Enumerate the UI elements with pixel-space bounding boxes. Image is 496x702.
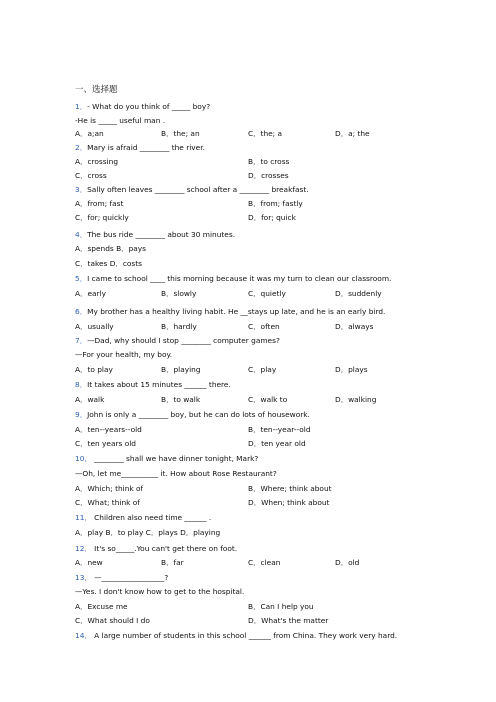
answer-option: B．to cross — [248, 157, 290, 166]
question-stem — [75, 273, 391, 285]
question-stem — [75, 184, 309, 196]
answer-option: B．playing — [161, 365, 201, 374]
answer-option: —For your health, my boy. — [75, 350, 173, 359]
answer-option: A．new — [75, 558, 103, 567]
answer-option: D．walking — [335, 395, 377, 404]
answer-option: A．usually — [75, 322, 114, 331]
question-number: 6． — [75, 307, 88, 316]
answer-option: C．often — [248, 322, 280, 331]
answer-option: C．the; a — [248, 129, 283, 138]
question-stem — [75, 306, 385, 318]
question-text: The bus ride ________ about 30 minutes. — [87, 230, 236, 239]
question-text: ________ shall we have dinner tonight, Mark? — [91, 454, 259, 463]
answer-option: C．What; think of — [75, 498, 140, 507]
question-number: 5． — [75, 274, 88, 283]
answer-option: A．play B．to play C．plays D．playing — [75, 528, 221, 537]
question-text: I came to school ____ this morning because it was my turn to clean our classroom. — [87, 274, 392, 283]
answer-option: D．a; the — [335, 129, 370, 138]
answer-option: A．ten--years--old — [75, 425, 142, 434]
question-number: 1． — [75, 102, 88, 111]
answer-option: B．Where; think about — [248, 484, 332, 493]
answer-option: C．play — [248, 365, 277, 374]
answer-option: D．suddenly — [335, 289, 382, 298]
question-text: - What do you think of _____ boy? — [87, 102, 211, 111]
question-number: 12． — [75, 544, 92, 553]
answer-option: D．old — [335, 558, 360, 567]
answer-option: A．early — [75, 289, 106, 298]
question-number: 4． — [75, 230, 88, 239]
question-stem — [75, 512, 211, 524]
question-text: It's so_____.You can't get there on foot. — [91, 544, 238, 553]
question-stem — [75, 543, 237, 555]
answer-option: -He is _____ useful man . — [75, 116, 166, 125]
answer-option: B．the; an — [161, 129, 200, 138]
answer-option: A．to play — [75, 365, 113, 374]
question-text: A large number of students in this school ______ from China. They work very hard. — [91, 631, 398, 640]
question-stem — [75, 630, 397, 642]
answer-option: C．cross — [75, 171, 107, 180]
answer-option: B．slowly — [161, 289, 197, 298]
answer-option: D．crosses — [248, 171, 289, 180]
answer-option: B．hardly — [161, 322, 197, 331]
answer-option: C．quietly — [248, 289, 286, 298]
question-text: It takes about 15 minutes ______ there. — [87, 380, 231, 389]
question-stem — [75, 409, 310, 421]
question-text: Children also need time ______ . — [91, 513, 212, 522]
answer-option: D．always — [335, 322, 374, 331]
question-number: 14． — [75, 631, 92, 640]
answer-option: D．What's the matter — [248, 616, 329, 625]
answer-option: C．walk to — [248, 395, 288, 404]
question-text: Mary is afraid ________ the river. — [87, 143, 205, 152]
answer-option: D．plays — [335, 365, 368, 374]
answer-option: B．ten--year--old — [248, 425, 311, 434]
answer-option: A．from; fast — [75, 199, 124, 208]
question-stem — [75, 453, 258, 465]
answer-option: A．crossing — [75, 157, 119, 166]
answer-option: D．ten year old — [248, 439, 306, 448]
answer-option: —Yes. I don't know how to get to the hospital. — [75, 587, 245, 596]
answer-option: B．Can I help you — [248, 602, 314, 611]
question-text: —Dad, why should I stop ________ computer games? — [87, 336, 280, 345]
answer-option: C．for; quickly — [75, 213, 129, 222]
answer-option: A．Which; think of — [75, 484, 144, 493]
answer-option: —Oh, let me__________ it. How about Rose Restaurant? — [75, 469, 277, 478]
question-stem — [75, 335, 280, 347]
question-stem — [75, 101, 210, 113]
question-stem — [75, 379, 231, 391]
question-number: 9． — [75, 410, 88, 419]
question-number: 13． — [75, 573, 92, 582]
answer-option: A．spends B．pays — [75, 244, 147, 253]
question-stem — [75, 572, 168, 584]
answer-option: B．far — [161, 558, 184, 567]
answer-option: C．ten years old — [75, 439, 136, 448]
question-stem — [75, 229, 235, 241]
question-text: —_________________? — [91, 573, 169, 582]
answer-option: C．takes D．costs — [75, 259, 143, 268]
question-number: 3． — [75, 185, 88, 194]
question-number: 8． — [75, 380, 88, 389]
answer-option: D．When; think about — [248, 498, 330, 507]
question-number: 10． — [75, 454, 92, 463]
question-number: 11． — [75, 513, 92, 522]
question-stem — [75, 142, 205, 154]
answer-option: A．walk — [75, 395, 105, 404]
answer-option: A．a;an — [75, 129, 104, 138]
answer-option: C．clean — [248, 558, 281, 567]
answer-option: D．for; quick — [248, 213, 296, 222]
answer-option: C．What should I do — [75, 616, 150, 625]
answer-option: B．from; fastly — [248, 199, 303, 208]
question-number: 7． — [75, 336, 88, 345]
question-number: 2． — [75, 143, 88, 152]
answer-option: B．to walk — [161, 395, 201, 404]
question-text: John is only a ________ boy, but he can do lots of housework. — [87, 410, 310, 419]
question-text: Sally often leaves ________ school after a ________ breakfast. — [87, 185, 309, 194]
answer-option: A．Excuse me — [75, 602, 128, 611]
question-text: My brother has a healthy living habit. He __stays up late, and he is an early bird. — [87, 307, 386, 316]
